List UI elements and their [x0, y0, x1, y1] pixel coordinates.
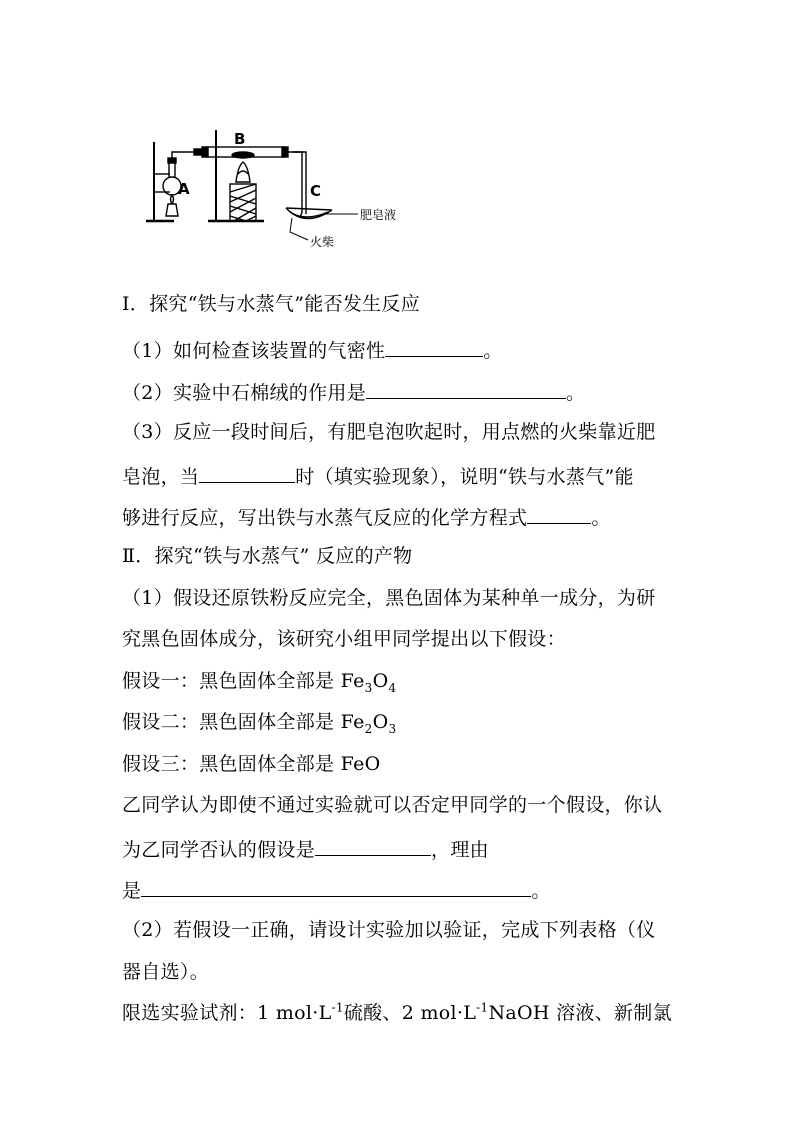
- q3-line2-a: 皂泡，当: [122, 466, 200, 488]
- superscript: -1: [331, 1000, 344, 1015]
- oxygen-symbol: O: [372, 670, 389, 692]
- oxygen-symbol: O: [372, 711, 389, 733]
- q3-line3-b: 。: [591, 507, 611, 529]
- section1-q1: [122, 336, 503, 363]
- reagent-b: 硫酸、2 mol·L: [343, 1002, 477, 1024]
- b-line3-b: 。: [531, 880, 551, 902]
- subscript: 4: [388, 680, 397, 695]
- section2-q1-line1: （1）假设还原铁粉反应完全，黑色固体为某种单一成分，为研: [122, 587, 656, 609]
- q1-end: 。: [483, 340, 503, 362]
- subscript: 3: [388, 721, 397, 736]
- student-b-line1: 乙同学认为即使不通过实验就可以否定甲同学的一个假设，你认: [122, 794, 663, 816]
- section1-q3-line1: （3）反应一段时间后，有肥皂泡吹起时，用点燃的火柴靠近肥: [122, 421, 656, 443]
- hypothesis-three: 假设三：黑色固体全部是 FeO: [122, 753, 381, 775]
- section1-q3-line2: [122, 462, 634, 489]
- label-soap: 肥皂液: [360, 208, 397, 222]
- label-c: C: [310, 182, 322, 200]
- section2-title: Ⅱ．探究“铁与水蒸气” 反应的产物: [122, 545, 413, 567]
- answer-blank: [199, 462, 295, 483]
- q1-text: （1）如何检查该装置的气密性: [122, 340, 386, 362]
- hypothesis-two-text: 假设二：黑色固体全部是 Fe: [122, 711, 365, 733]
- b-line2-a: 为乙同学否认的假设是: [122, 839, 316, 861]
- subscript: 3: [364, 680, 373, 695]
- section1-q3-line3: [122, 503, 611, 530]
- q2-text: （2）实验中石棉绒的作用是: [122, 382, 366, 404]
- answer-blank: [141, 876, 531, 897]
- section1-q2: [122, 378, 585, 405]
- reagents-line: [122, 1001, 672, 1025]
- hypothesis-one-text: 假设一：黑色固体全部是 Fe: [122, 670, 365, 692]
- answer-blank: [366, 378, 566, 399]
- section2-q1-line2: 究黑色固体成分，该研究小组甲同学提出以下假设：: [122, 628, 566, 650]
- q3-line2-b: 时（填实验现象），说明“铁与水蒸气”能: [295, 466, 634, 488]
- answer-blank: [527, 503, 591, 524]
- label-a: A: [178, 180, 190, 198]
- q2-end: 。: [566, 382, 586, 404]
- answer-blank: [385, 336, 483, 357]
- student-b-line3: [122, 876, 551, 903]
- reagent-c: NaOH 溶液、新制氯: [488, 1002, 672, 1024]
- student-b-line2: [122, 835, 489, 862]
- reagent-a: 限选实验试剂：1 mol·L: [122, 1002, 332, 1024]
- label-match: 火柴: [310, 235, 335, 249]
- subscript: 2: [364, 721, 373, 736]
- hypothesis-one: [122, 669, 396, 693]
- hypothesis-two: [122, 710, 396, 734]
- b-line2-b: ，理由: [431, 839, 489, 861]
- answer-blank: [315, 835, 431, 856]
- superscript: -1: [476, 1000, 489, 1015]
- label-b: B: [234, 130, 246, 148]
- section2-q2-line2: 器自选）。: [122, 961, 210, 983]
- b-line3-a: 是: [122, 880, 142, 902]
- section2-q2-line1: （2）若假设一正确，请设计实验加以验证，完成下列表格（仪: [122, 919, 656, 941]
- apparatus-figure: [140, 122, 400, 262]
- section1-title: Ⅰ．探究“铁与水蒸气”能否发生反应: [122, 293, 421, 315]
- apparatus-diagram: [140, 122, 400, 262]
- q3-line3-a: 够进行反应，写出铁与水蒸气反应的化学方程式: [122, 507, 528, 529]
